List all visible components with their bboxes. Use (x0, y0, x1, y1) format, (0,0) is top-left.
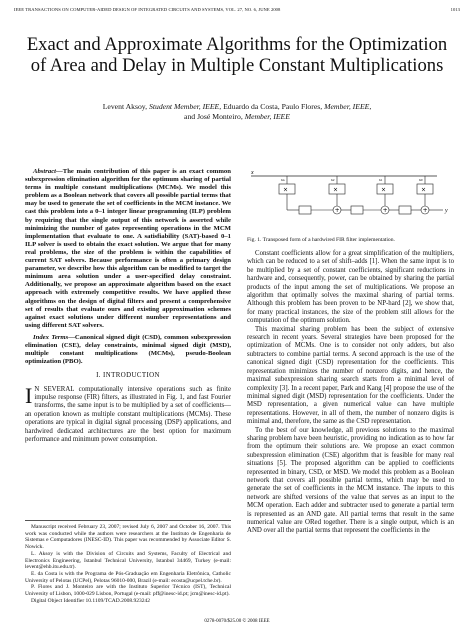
section-heading-introduction: I. INTRODUCTION (96, 372, 160, 380)
body-paragraph: To the best of our knowledge, all previous solutions to the maximal sharing problem have been heuristic, providing no indication as to how far from the optimum their solutions are. We propose an exact common subexpression elimination (CSE) algorithm that is feasible for many real situations [5]. The proposed algorithm can be applied to coefficients represented in binary, CSD, or MSD. We model this problem as a Boolean network that covers all possible partial terms, which may be used to generate the set of coefficients in the MCM instance. The inputs to this network are shifted versions of the value that serves as an input to the MCM operation. Each adder and subtracter used to generate a partial term is represented as an AND gate. All partial terms that result in the same numerical value are ORed together. There is a single output, which is an AND over all the partial terms that represent the coefficients in the (247, 426, 454, 535)
delay-element (299, 206, 311, 214)
multiplier-0 (279, 176, 295, 194)
abstract: Abstract—The main contribution of this paper is an exact common subexpression elimination algorithm for the optimum sharing of partial terms in multiple constant multiplications (MCMs). We model this problem as a Boolean network that covers all possible partial terms that may be used to generate the set of coefficients in the MCM instance. We cast this problem into a 0–1 integer linear programming (ILP) problem by requiring that the single output of this network is asserted while minimizing the number of gates representing operations in the MCM implementation that evaluate to one. A satisfiability (SAT)-based 0–1 ILP solver is used to obtain the exact solution. We argue that for many real problems, the size of the problem is within the capabilities of current SAT solvers. Because performance is often a primary design parameter, we describe how this algorithm can be modified to target the minimum area solution under a user-specified delay constraint. Additionally, we propose an approximate algorithm based on the exact approach with extremely competitive results. We have applied these algorithms on the design of digital filters and present a comprehensive set of results that evaluate ours and existing approximation schemes against exact solutions under different number representations and using different SAT solvers. (25, 168, 231, 329)
output-label: y (445, 208, 448, 214)
author-list: Levent Aksoy, Student Member, IEEE, Eduardo da Costa, Paulo Flores, Member, IEEE, and José Monteiro, Member, IEEE (102, 102, 372, 121)
multiplier-1 (329, 176, 345, 194)
paper-title: Exact and Approximate Algorithms for the Optimization of Area and Delay in Multiple Constant Multiplications (26, 34, 448, 76)
coef-label: h1 (379, 178, 383, 182)
svg-text:+: + (382, 207, 388, 215)
delay-element (351, 206, 363, 214)
journal-name: IEEE TRANSACTIONS ON COMPUTER-AIDED DESIGN OF INTEGRATED CIRCUITS AND SYSTEMS, VOL. 27, NO. 6, JUNE 2008 (14, 7, 281, 12)
copyright-line: 0278-0070/$25.00 © 2008 IEEE (204, 619, 270, 624)
coef-label: h0 (419, 178, 423, 182)
left-column (25, 168, 231, 445)
multiplier-3 (417, 176, 433, 194)
body-paragraph: Constant coefficients allow for a great simplification of the multipliers, which can be reduced to a set of shift–adds [1]. When the same input is to be multiplied by a set of constant coefficients, significant reductions in hardware and, consequently, power, can be obtained by sharing the partial products of the input among the set of multiplications. We propose an algorithm that optimally solves the maximal sharing of partial terms. Although this problem has been proven to be NP-hard [2], we show that, for many practical instances, the size of the problem still allows for the computation of the optimum solution. (247, 250, 454, 325)
svg-text:+: + (334, 207, 340, 215)
svg-text:×: × (421, 186, 427, 194)
coef-label: hn (281, 178, 285, 182)
index-terms: Index Terms—Canonical signed digit (CSD), common subexpression elimination (CSE), delay constraints, minimal signed digit (MSD), multiple constant multiplications (MCMs), pseudo-Boolean optimization (PBO). (25, 333, 231, 366)
intro-paragraph: IN SEVERAL computationally intensive operations such as finite impulse response (FIR) filters, as illustrated in Fig. 1, and fast Fourier transforms, the same input is to be multiplied by a set of coefficients—an operation known as multiple constant multiplications (MCMs). These operations are typical in digital signal processing (DSP) applications, and hardwired dedicated architectures are the best option for maximum performance and minimum power consumption. (25, 382, 231, 444)
footnotes: Manuscript received February 23, 2007; revised July 6, 2007 and October 16, 2007. This work was conducted while the authors were researchers at the Instituto de Engenharia de Sistemas e Computadores (INESC-ID). This paper was recommended by Associate Editor S. Nowick. L. Aksoy is with the Division of Circuits and Systems, Faculty of Electrical and Electronics Engineering, Istanbul Technical University, Istanbul 34469, Turkey (e-mail: levent@ehb.itu.edu.tr). E. da Costa is with the Programa de Pós-Graduação em Engenharia Eletrônica, Catholic University of Pelotas (UCPel), Pelotas 96010-000, Brazil (e-mail: ecosta@ucpel.tche.br). P. Flores and J. Monteiro are with the Instituto Superior Técnico (IST), Technical University of Lisbon, 1000-029 Lisbon, Portugal (e-mail: pff@inesc-id.pt; jcm@inesc-id.pt). Digital Object Identifier 10.1109/TCAD.2008.923242 (25, 520, 231, 604)
figure-1 (247, 162, 454, 242)
svg-text:+: + (422, 207, 428, 215)
svg-text:×: × (333, 186, 339, 194)
body-paragraph: This maximal sharing problem has been the subject of extensive research in recent years. Several strategies have been proposed for the optimization of MCMs. One is to consider not only adders, but also subtracters to combine partial terms. A second approach is the use of the canonical signed digit (CSD) representation for the coefficients. This representation minimizes the number of nonzero digits, and hence, the maximal subexpression sharing search starts from a minimal level of complexity [3]. In a recent paper, Park and Kang [4] propose the use of the minimal signed digit (MSD) representation for the coefficients. Under the MSD representation, a given numerical value can have multiple representations. However, in all of them, the number of nonzero digits is minimal and, therefore, the same as the CSD representation. (247, 325, 454, 426)
running-header (14, 7, 460, 15)
multiplier-2 (377, 176, 393, 194)
svg-text:×: × (381, 186, 387, 194)
figure-caption: Fig. 1. Transposed form of a hardwired FIR filter implementation. (247, 237, 395, 243)
svg-text:×: × (283, 186, 289, 194)
coef-label: h2 (331, 178, 335, 182)
fir-filter-diagram (247, 162, 454, 232)
input-label: x (251, 170, 254, 176)
page-number: 1013 (450, 7, 460, 12)
delay-element (399, 206, 411, 214)
right-column (247, 250, 454, 536)
